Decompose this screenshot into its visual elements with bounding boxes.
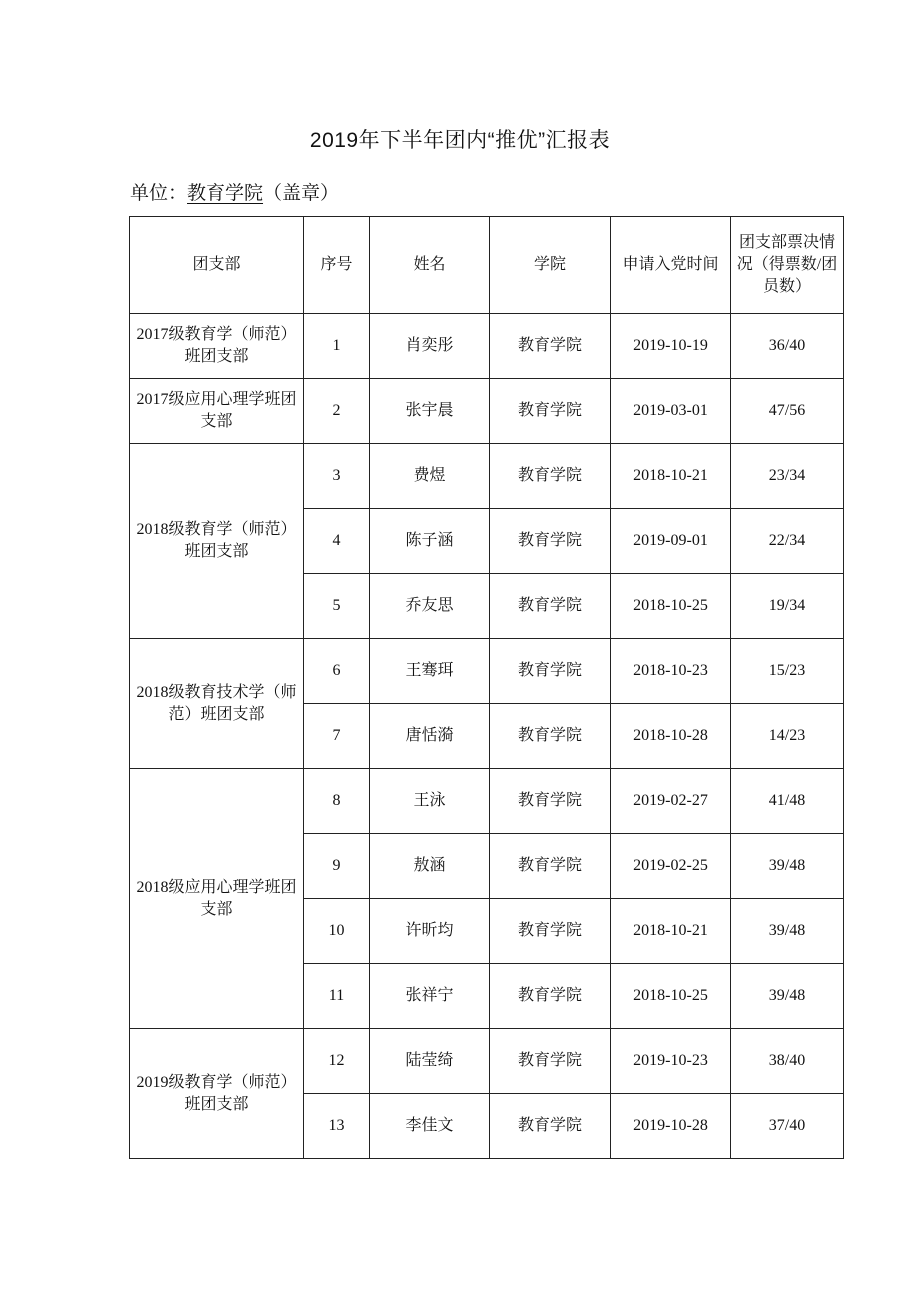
report-table: [129, 216, 844, 1159]
row-college: 教育学院: [490, 379, 611, 444]
row-votes: 39/48: [731, 834, 844, 899]
row-date: 2019-02-25: [611, 834, 731, 899]
row-no: 10: [304, 899, 370, 964]
row-college: 教育学院: [490, 509, 611, 574]
unit-suffix: （盖章）: [263, 183, 340, 204]
row-votes: 41/48: [731, 769, 844, 834]
row-college: 教育学院: [490, 574, 611, 639]
row-name: 王骞珥: [370, 639, 490, 704]
row-date: 2018-10-21: [611, 899, 731, 964]
unit-line: [130, 178, 339, 205]
table-row: [130, 379, 844, 444]
header-row: [130, 217, 844, 314]
table-row: [130, 444, 844, 509]
row-no: 2: [304, 379, 370, 444]
row-no: 3: [304, 444, 370, 509]
table-header: [130, 217, 844, 314]
branch-cell: 2017级应用心理学班团支部: [130, 379, 304, 444]
row-no: 8: [304, 769, 370, 834]
branch-cell: 2018级应用心理学班团支部: [130, 769, 304, 1029]
row-college: 教育学院: [490, 1029, 611, 1094]
row-name: 张宇晨: [370, 379, 490, 444]
row-college: 教育学院: [490, 444, 611, 509]
branch-cell: 2018级教育技术学（师范）班团支部: [130, 639, 304, 769]
row-no: 12: [304, 1029, 370, 1094]
row-name: 肖奕彤: [370, 314, 490, 379]
row-date: 2019-03-01: [611, 379, 731, 444]
row-votes: 15/23: [731, 639, 844, 704]
page-title: 2019年下半年团内“推优”汇报表: [309, 129, 611, 152]
unit-label: 单位：: [130, 183, 188, 204]
row-date: 2018-10-25: [611, 574, 731, 639]
unit-value: 教育学院: [187, 183, 264, 204]
table-row: [130, 1029, 844, 1094]
row-no: 1: [304, 314, 370, 379]
table-row: [130, 639, 844, 704]
header-no: 序号: [304, 217, 370, 314]
row-votes: 23/34: [731, 444, 844, 509]
row-college: 教育学院: [490, 964, 611, 1029]
row-no: 13: [304, 1094, 370, 1159]
row-name: 李佳文: [370, 1094, 490, 1159]
header-branch: 团支部: [130, 217, 304, 314]
branch-cell: 2019级教育学（师范）班团支部: [130, 1029, 304, 1159]
header-date: 申请入党时间: [611, 217, 731, 314]
row-date: 2019-10-19: [611, 314, 731, 379]
row-no: 9: [304, 834, 370, 899]
row-college: 教育学院: [490, 1094, 611, 1159]
row-votes: 36/40: [731, 314, 844, 379]
row-date: 2018-10-28: [611, 704, 731, 769]
row-college: 教育学院: [490, 639, 611, 704]
row-date: 2018-10-21: [611, 444, 731, 509]
row-date: 2018-10-25: [611, 964, 731, 1029]
header-name: 姓名: [370, 217, 490, 314]
row-name: 敖涵: [370, 834, 490, 899]
row-no: 7: [304, 704, 370, 769]
row-no: 6: [304, 639, 370, 704]
branch-cell: 2018级教育学（师范）班团支部: [130, 444, 304, 639]
row-date: 2019-09-01: [611, 509, 731, 574]
row-date: 2019-10-28: [611, 1094, 731, 1159]
row-name: 王泳: [370, 769, 490, 834]
row-votes: 19/34: [731, 574, 844, 639]
row-no: 11: [304, 964, 370, 1029]
row-votes: 37/40: [731, 1094, 844, 1159]
row-no: 4: [304, 509, 370, 574]
row-date: 2019-10-23: [611, 1029, 731, 1094]
row-college: 教育学院: [490, 314, 611, 379]
row-name: 陈子涵: [370, 509, 490, 574]
row-date: 2019-02-27: [611, 769, 731, 834]
row-college: 教育学院: [490, 834, 611, 899]
row-votes: 22/34: [731, 509, 844, 574]
row-votes: 39/48: [731, 899, 844, 964]
row-college: 教育学院: [490, 704, 611, 769]
branch-cell: 2017级教育学（师范）班团支部: [130, 314, 304, 379]
row-name: 陆莹绮: [370, 1029, 490, 1094]
row-no: 5: [304, 574, 370, 639]
row-date: 2018-10-23: [611, 639, 731, 704]
row-name: 费煜: [370, 444, 490, 509]
row-name: 乔友思: [370, 574, 490, 639]
row-name: 张祥宁: [370, 964, 490, 1029]
row-college: 教育学院: [490, 899, 611, 964]
row-name: 许昕均: [370, 899, 490, 964]
row-votes: 14/23: [731, 704, 844, 769]
table-row: [130, 769, 844, 834]
header-college: 学院: [490, 217, 611, 314]
row-votes: 39/48: [731, 964, 844, 1029]
row-name: 唐恬漪: [370, 704, 490, 769]
row-votes: 38/40: [731, 1029, 844, 1094]
table-body: [130, 314, 844, 1159]
header-votes: 团支部票决情况（得票数/团员数）: [731, 217, 844, 314]
table-row: [130, 314, 844, 379]
row-votes: 47/56: [731, 379, 844, 444]
row-college: 教育学院: [490, 769, 611, 834]
